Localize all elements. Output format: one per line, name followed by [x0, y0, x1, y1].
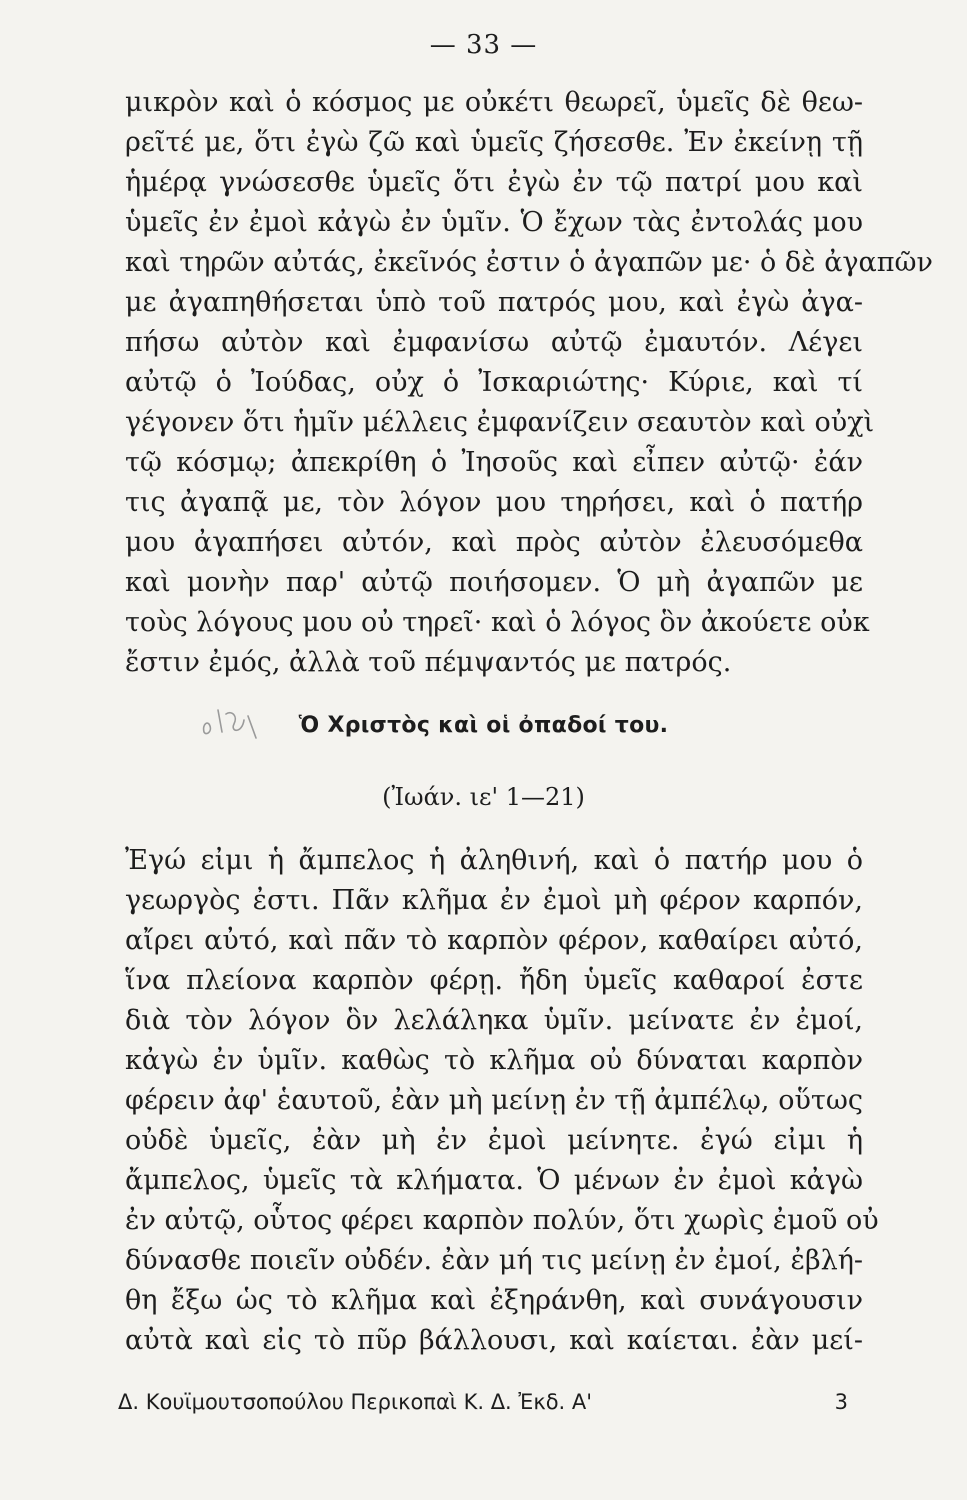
text-line: φέρειν ἀφ' ἑαυτοῦ, ἐὰν μὴ μείνῃ ἐν τῇ ἀμπέλῳ, οὕτως: [125, 1085, 863, 1116]
text-line: αὐτὰ καὶ εἰς τὸ πῦρ βάλλουσι, καὶ καίεται. ἐὰν μεί-: [125, 1325, 863, 1356]
page-number: — 33 —: [429, 30, 538, 60]
text-line: ὑμεῖς ἐν ἐμοὶ κἀγὼ ἐν ὑμῖν. Ὁ ἔχων τὰς ἐντολάς μου: [125, 207, 863, 238]
text-line: ρεῖτέ με, ὅτι ἐγὼ ζῶ καὶ ὑμεῖς ζήσεσθε. Ἐν ἐκείνῃ τῇ: [125, 127, 863, 158]
text-line: καὶ μονὴν παρ' αὐτῷ ποιήσομεν. Ὁ μὴ ἀγαπῶν με: [125, 567, 863, 598]
text-line: γεωργὸς ἐστι. Πᾶν κλῆμα ἐν ἐμοὶ μὴ φέρον καρπόν,: [125, 885, 863, 916]
text-line: γέγονεν ὅτι ἡμῖν μέλλεις ἐμφανίζειν σεαυτὸν καὶ οὐχὶ: [125, 407, 875, 438]
footer-imprint: Δ. Κουϊμουτσοπούλου Περικοπαὶ Κ. Δ. Ἐκδ. Α': [118, 1390, 593, 1414]
text-line: πήσω αὐτὸν καὶ ἐμφανίσω αὐτῷ ἐμαυτόν. Λέγει: [125, 327, 863, 358]
paragraph-john-15: [125, 841, 879, 1361]
paragraph-john-14: [125, 83, 933, 683]
page-footer: [118, 1390, 848, 1414]
text-line: Ἐγώ εἰμι ἡ ἄμπελος ἡ ἀληθινή, καὶ ὁ πατήρ μου ὁ: [125, 845, 863, 876]
text-line: ἡμέρᾳ γνώσεσθε ὑμεῖς ὅτι ἐγὼ ἐν τῷ πατρί μου καὶ: [125, 167, 863, 198]
text-line: τις ἀγαπᾷ με, τὸν λόγον μου τηρήσει, καὶ ὁ πατήρ: [125, 487, 863, 518]
signature-mark: 3: [834, 1390, 848, 1414]
text-line: τοὺς λόγους μου οὐ τηρεῖ· καὶ ὁ λόγος ὃν ἀκούετε οὐκ: [125, 607, 870, 638]
text-line: οὐδὲ ὑμεῖς, ἐὰν μὴ ἐν ἐμοὶ μείνητε. ἐγώ εἰμι ἡ: [125, 1125, 863, 1156]
text-line: ἵνα πλείονα καρπὸν φέρῃ. ἤδη ὑμεῖς καθαροί ἐστε: [125, 965, 863, 996]
text-line: μου ἀγαπήσει αὐτόν, καὶ πρὸς αὐτὸν ἐλευσόμεθα: [125, 527, 863, 558]
section-title: Ὁ Χριστὸς καὶ οἱ ὀπαδοί του.: [298, 713, 669, 738]
text-line: δύνασθε ποιεῖν οὐδέν. ἐὰν μή τις μείνῃ ἐν ἐμοί, ἐβλή-: [125, 1245, 863, 1276]
text-line: διὰ τὸν λόγον ὃν λελάληκα ὑμῖν. μείνατε ἐν ἐμοί,: [125, 1005, 863, 1036]
text-line: κἀγὼ ἐν ὑμῖν. καθὼς τὸ κλῆμα οὐ δύναται καρπὸν: [125, 1045, 863, 1076]
text-line: καὶ τηρῶν αὐτάς, ἐκεῖνός ἐστιν ὁ ἀγαπῶν με· ὁ δὲ ἀγαπῶν: [125, 247, 933, 278]
text-line: αἴρει αὐτό, καὶ πᾶν τὸ καρπὸν φέρον, καθαίρει αὐτό,: [125, 925, 863, 956]
section-reference: (Ἰωάν. ιε' 1—21): [382, 783, 585, 811]
text-line: ἄμπελος, ὑμεῖς τὰ κλήματα. Ὁ μένων ἐν ἐμοὶ κἀγὼ: [125, 1165, 863, 1196]
text-line: με ἀγαπηθήσεται ὑπὸ τοῦ πατρός μου, καὶ ἐγὼ ἀγα-: [125, 287, 863, 318]
text-line: μικρὸν καὶ ὁ κόσμος με οὐκέτι θεωρεῖ, ὑμεῖς δὲ θεω-: [125, 87, 863, 118]
text-line: ἔστιν ἐμός, ἀλλὰ τοῦ πέμψαντός με πατρός.: [125, 647, 732, 678]
text-line: τῷ κόσμῳ; ἀπεκρίθη ὁ Ἰησοῦς καὶ εἶπεν αὐτῷ· ἐάν: [125, 447, 863, 478]
text-line: θη ἔξω ὡς τὸ κλῆμα καὶ ἐξηράνθη, καὶ συνάγουσιν: [125, 1285, 863, 1316]
text-line: ἐν αὐτῷ, οὗτος φέρει καρπὸν πολύν, ὅτι χωρὶς ἐμοῦ οὐ: [125, 1205, 879, 1236]
text-line: αὐτῷ ὁ Ἰούδας, οὐχ ὁ Ἰσκαριώτης· Κύριε, καὶ τί: [125, 367, 863, 398]
